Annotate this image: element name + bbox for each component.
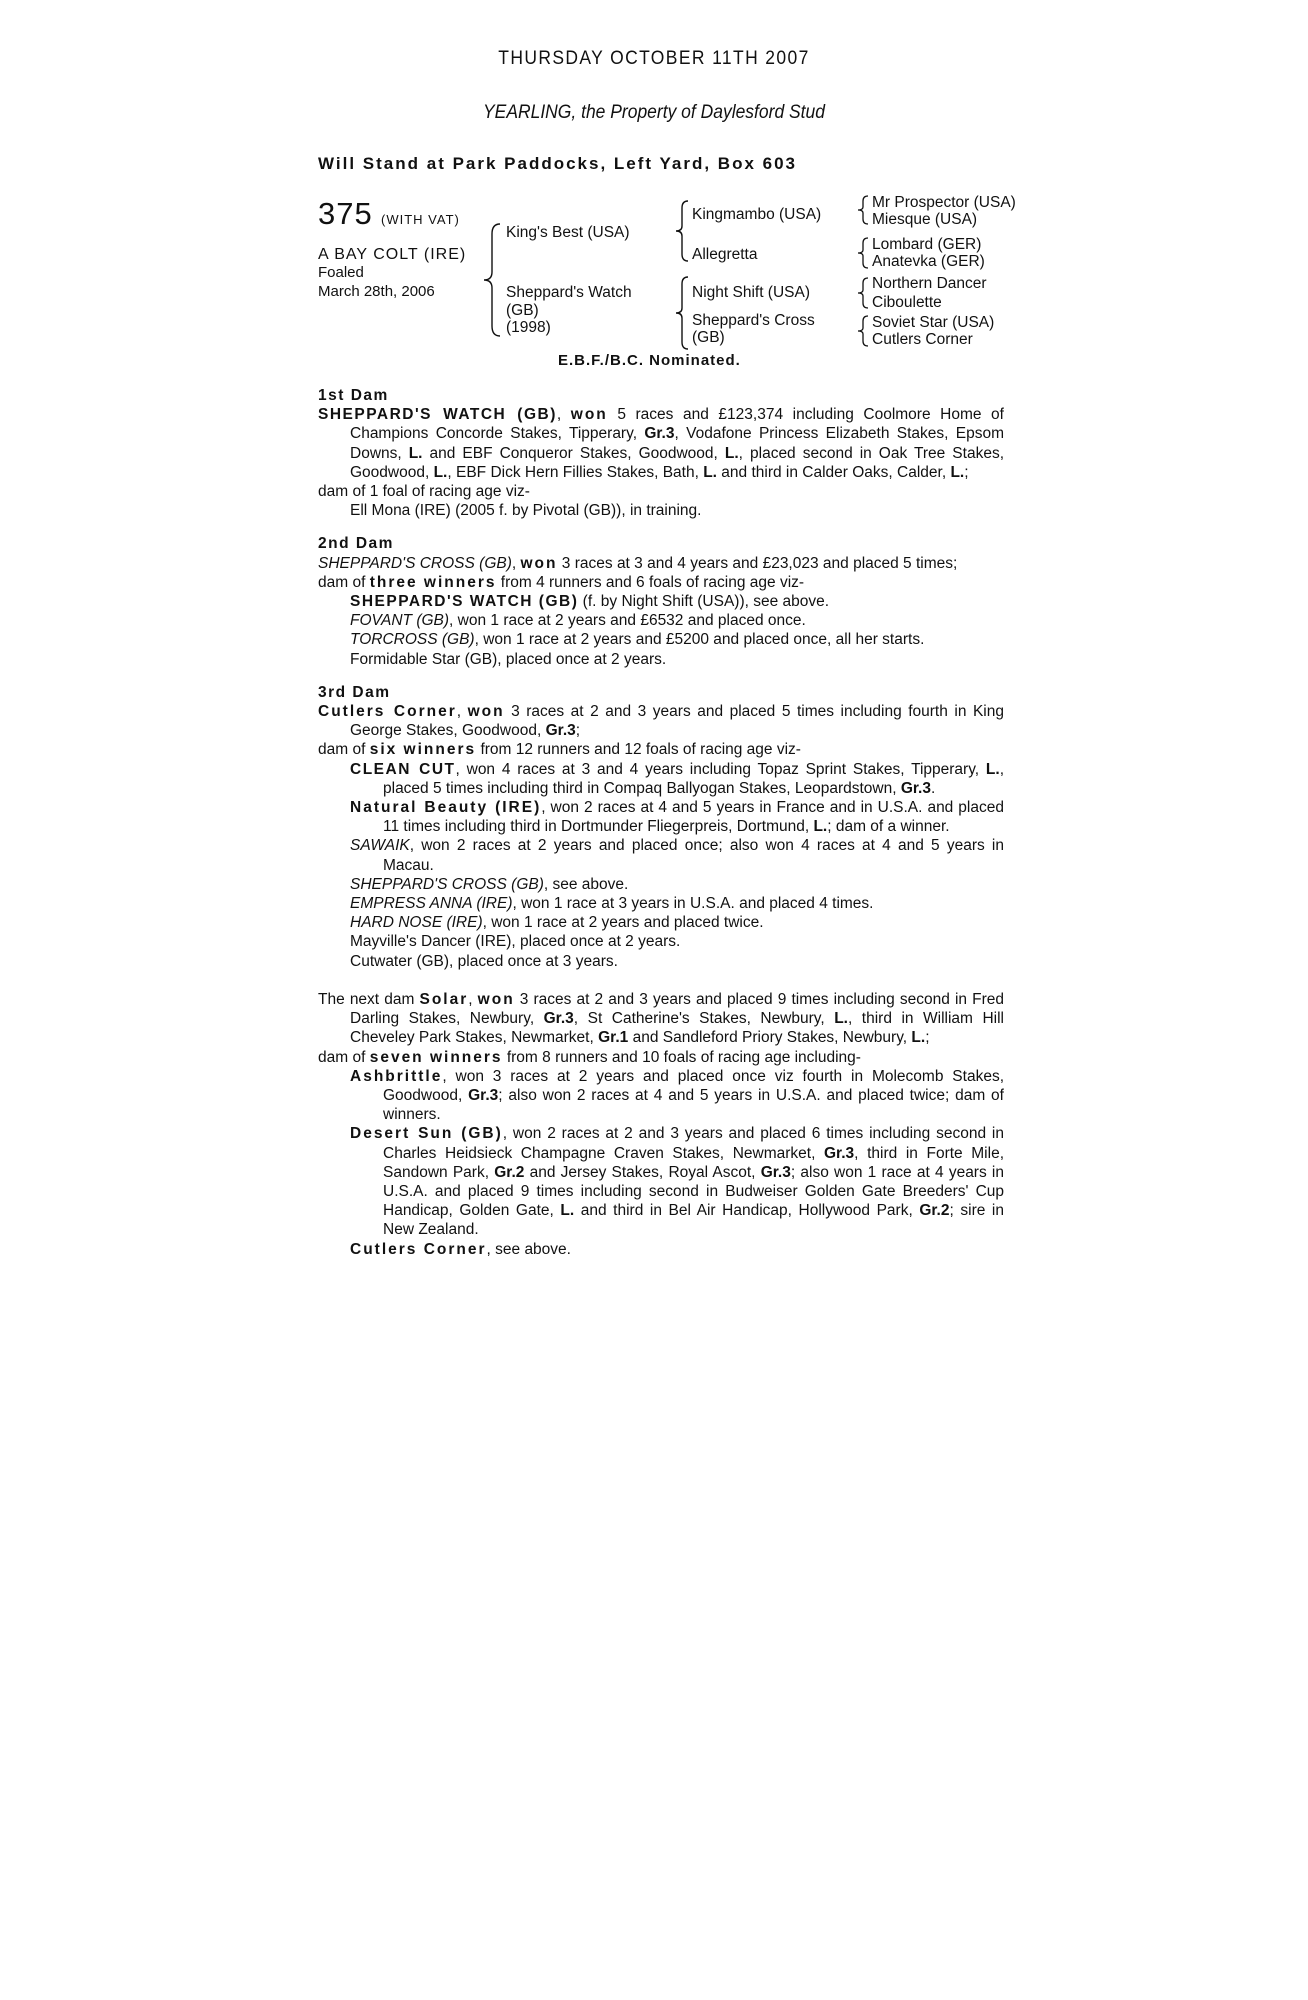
second-dam-record: SHEPPARD'S CROSS (GB), won 3 races at 3 and 4 years and £23,023 and placed 5 times; xyxy=(318,554,958,572)
nomination-note: E.B.F./B.C. Nominated. xyxy=(558,352,741,369)
pedigree-ssd: Miesque (USA) xyxy=(872,211,978,228)
pedigree-dam-line2: (GB) xyxy=(506,302,539,319)
next-dam-section xyxy=(318,990,1004,1259)
foaled-date: March 28th, 2006 xyxy=(318,283,435,300)
stabling-location: Will Stand at Park Paddocks, Left Yard, Box 603 xyxy=(318,154,797,173)
pedigree-brace-sire xyxy=(670,198,694,264)
pedigree-brace-main xyxy=(476,220,506,340)
third-dam-foals: dam of six winners from 12 runners and 12 foals of racing age viz- xyxy=(318,741,801,759)
pedigree-dam-dam-line2: (GB) xyxy=(692,329,725,346)
third-dam-progeny-1: CLEAN CUT, won 4 races at 3 and 4 years including Topaz Sprint Stakes, Tipperary, L., placed 5 times including third in Compaq Ballyogan Stakes, Leopardstown, Gr.3. xyxy=(350,760,1004,797)
third-dam-progeny-4: SHEPPARD'S CROSS (GB), see above. xyxy=(350,875,629,893)
next-dam-progeny-1: Ashbrittle, won 3 races at 2 years and placed once viz fourth in Molecomb Stakes, Goodwood, Gr.3; also won 2 races at 4 and 5 years in U.S.A. and placed twice; dam of winners. xyxy=(350,1067,1004,1124)
pedigree-sire-dam: Allegretta xyxy=(692,246,758,263)
second-dam-progeny-4: Formidable Star (GB), placed once at 2 years. xyxy=(350,650,667,668)
second-dam-progeny-3: TORCROSS (GB), won 1 race at 2 years and £5200 and placed once, all her starts. xyxy=(350,631,925,649)
third-dam-section xyxy=(318,683,1004,971)
pedigree-dam-sire: Night Shift (USA) xyxy=(692,284,811,301)
lot-number: 375 xyxy=(318,196,373,231)
first-dam-heading: 1st Dam xyxy=(318,387,389,404)
next-dam-progeny-3: Cutlers Corner, see above. xyxy=(350,1240,571,1258)
pedigree-brace-ds xyxy=(853,276,873,310)
second-dam-progeny-2: FOVANT (GB), won 1 race at 2 years and £6532 and placed once. xyxy=(350,612,806,630)
vat-note: (WITH VAT) xyxy=(381,212,460,227)
next-dam-foals: dam of seven winners from 8 runners and 10 foals of racing age including- xyxy=(318,1048,861,1066)
third-dam-progeny-2: Natural Beauty (IRE), won 2 races at 4 and 5 years in France and in U.S.A. and placed 11 times including third in Dortmunder Fliegerpreis, Dortmund, L.; dam of a winner. xyxy=(350,799,1004,836)
pedigree-dam-dam-line1: Sheppard's Cross xyxy=(692,312,815,329)
next-dam-progeny-2: Desert Sun (GB), won 2 races at 2 and 3 years and placed 6 times including second in Charles Heidsieck Champagne Craven Stakes, Newmarket, Gr.3, third in Forte Mile, Sandown Park, Gr.2 and Jersey Stakes, Royal Ascot, Gr.3; also won 1 race at 4 years in U.S.A. and placed 9 times including second in Budweiser Golden Gate Breeders' Cup Handicap, Golden Gate, L. and third in Bel Air Handicap, Hollywood Park, Gr.2; sire in New Zealand. xyxy=(350,1125,1004,1239)
pedigree-dsd: Ciboulette xyxy=(872,294,942,311)
third-dam-progeny-5: EMPRESS ANNA (IRE), won 1 race at 3 years in U.S.A. and placed 4 times. xyxy=(350,895,874,913)
third-dam-record: Cutlers Corner, won 3 races at 2 and 3 years and placed 5 times including fourth in King George Stakes, Goodwood, Gr.3; xyxy=(318,703,1004,740)
pedigree-dds: Soviet Star (USA) xyxy=(872,314,995,331)
second-dam-foals: dam of three winners from 4 runners and 6 foals of racing age viz- xyxy=(318,573,805,591)
pedigree-sdd: Anatevka (GER) xyxy=(872,253,985,270)
pedigree-sds: Lombard (GER) xyxy=(872,236,982,253)
pedigree-dam-line3: (1998) xyxy=(506,319,551,336)
vendor-line: YEARLING, the Property of Daylesford Stud xyxy=(482,102,825,123)
pedigree-sss: Mr Prospector (USA) xyxy=(872,194,1016,211)
pedigree-brace-ss xyxy=(853,194,873,226)
first-dam-foals: dam of 1 foal of racing age viz- xyxy=(318,483,530,501)
pedigree-ddd: Cutlers Corner xyxy=(872,331,973,348)
pedigree-dam-line1: Sheppard's Watch xyxy=(506,284,632,301)
third-dam-heading: 3rd Dam xyxy=(318,683,391,701)
first-dam-progeny-1: Ell Mona (IRE) (2005 f. by Pivotal (GB)), in training. xyxy=(350,502,702,520)
third-dam-progeny-8: Cutwater (GB), placed once at 3 years. xyxy=(350,952,618,970)
pedigree-sire-sire: Kingmambo (USA) xyxy=(692,206,822,223)
first-dam-record: SHEPPARD'S WATCH (GB), won 5 races and £123,374 including Coolmore Home of Champions Concorde Stakes, Tipperary, Gr.3, Vodafone Princess Elizabeth Stakes, Epsom Downs, L. and EBF Conqueror Stakes, Goodwood, L., placed second in Oak Tree Stakes, Goodwood, L., EBF Dick Hern Fillies Stakes, Bath, L. and third in Calder Oaks, Calder, L.; xyxy=(318,406,1005,481)
horse-description: A BAY COLT (IRE) xyxy=(318,246,467,263)
catalogue-body xyxy=(318,386,1004,1259)
foaled-label: Foaled xyxy=(318,264,364,281)
third-dam-progeny-3: SAWAIK, won 2 races at 2 years and placed once; also won 4 races at 4 and 5 years in Macau. xyxy=(350,837,1004,874)
pedigree-dss: Northern Dancer xyxy=(872,275,987,292)
pedigree-brace-sd xyxy=(853,236,873,270)
second-dam-progeny-1: SHEPPARD'S WATCH (GB) (f. by Night Shift (USA)), see above. xyxy=(350,593,830,611)
pedigree-brace-dd xyxy=(853,314,873,348)
second-dam-heading: 2nd Dam xyxy=(318,535,394,553)
third-dam-progeny-7: Mayville's Dancer (IRE), placed once at 2 years. xyxy=(350,933,681,951)
first-dam-section xyxy=(318,386,1004,520)
sale-date: THURSDAY OCTOBER 11TH 2007 xyxy=(498,48,810,69)
third-dam-progeny-6: HARD NOSE (IRE), won 1 race at 2 years and placed twice. xyxy=(350,914,764,932)
pedigree-sire: King's Best (USA) xyxy=(506,224,630,241)
second-dam-section xyxy=(318,534,1004,668)
next-dam-record: The next dam Solar, won 3 races at 2 and 3 years and placed 9 times including second in Fred Darling Stakes, Newbury, Gr.3, St Catherine's Stakes, Newbury, L., third in William Hill Cheveley Park Stakes, Newmarket, Gr.1 and Sandleford Priory Stakes, Newbury, L.; xyxy=(318,990,1004,1047)
pedigree-brace-dam xyxy=(670,274,694,352)
